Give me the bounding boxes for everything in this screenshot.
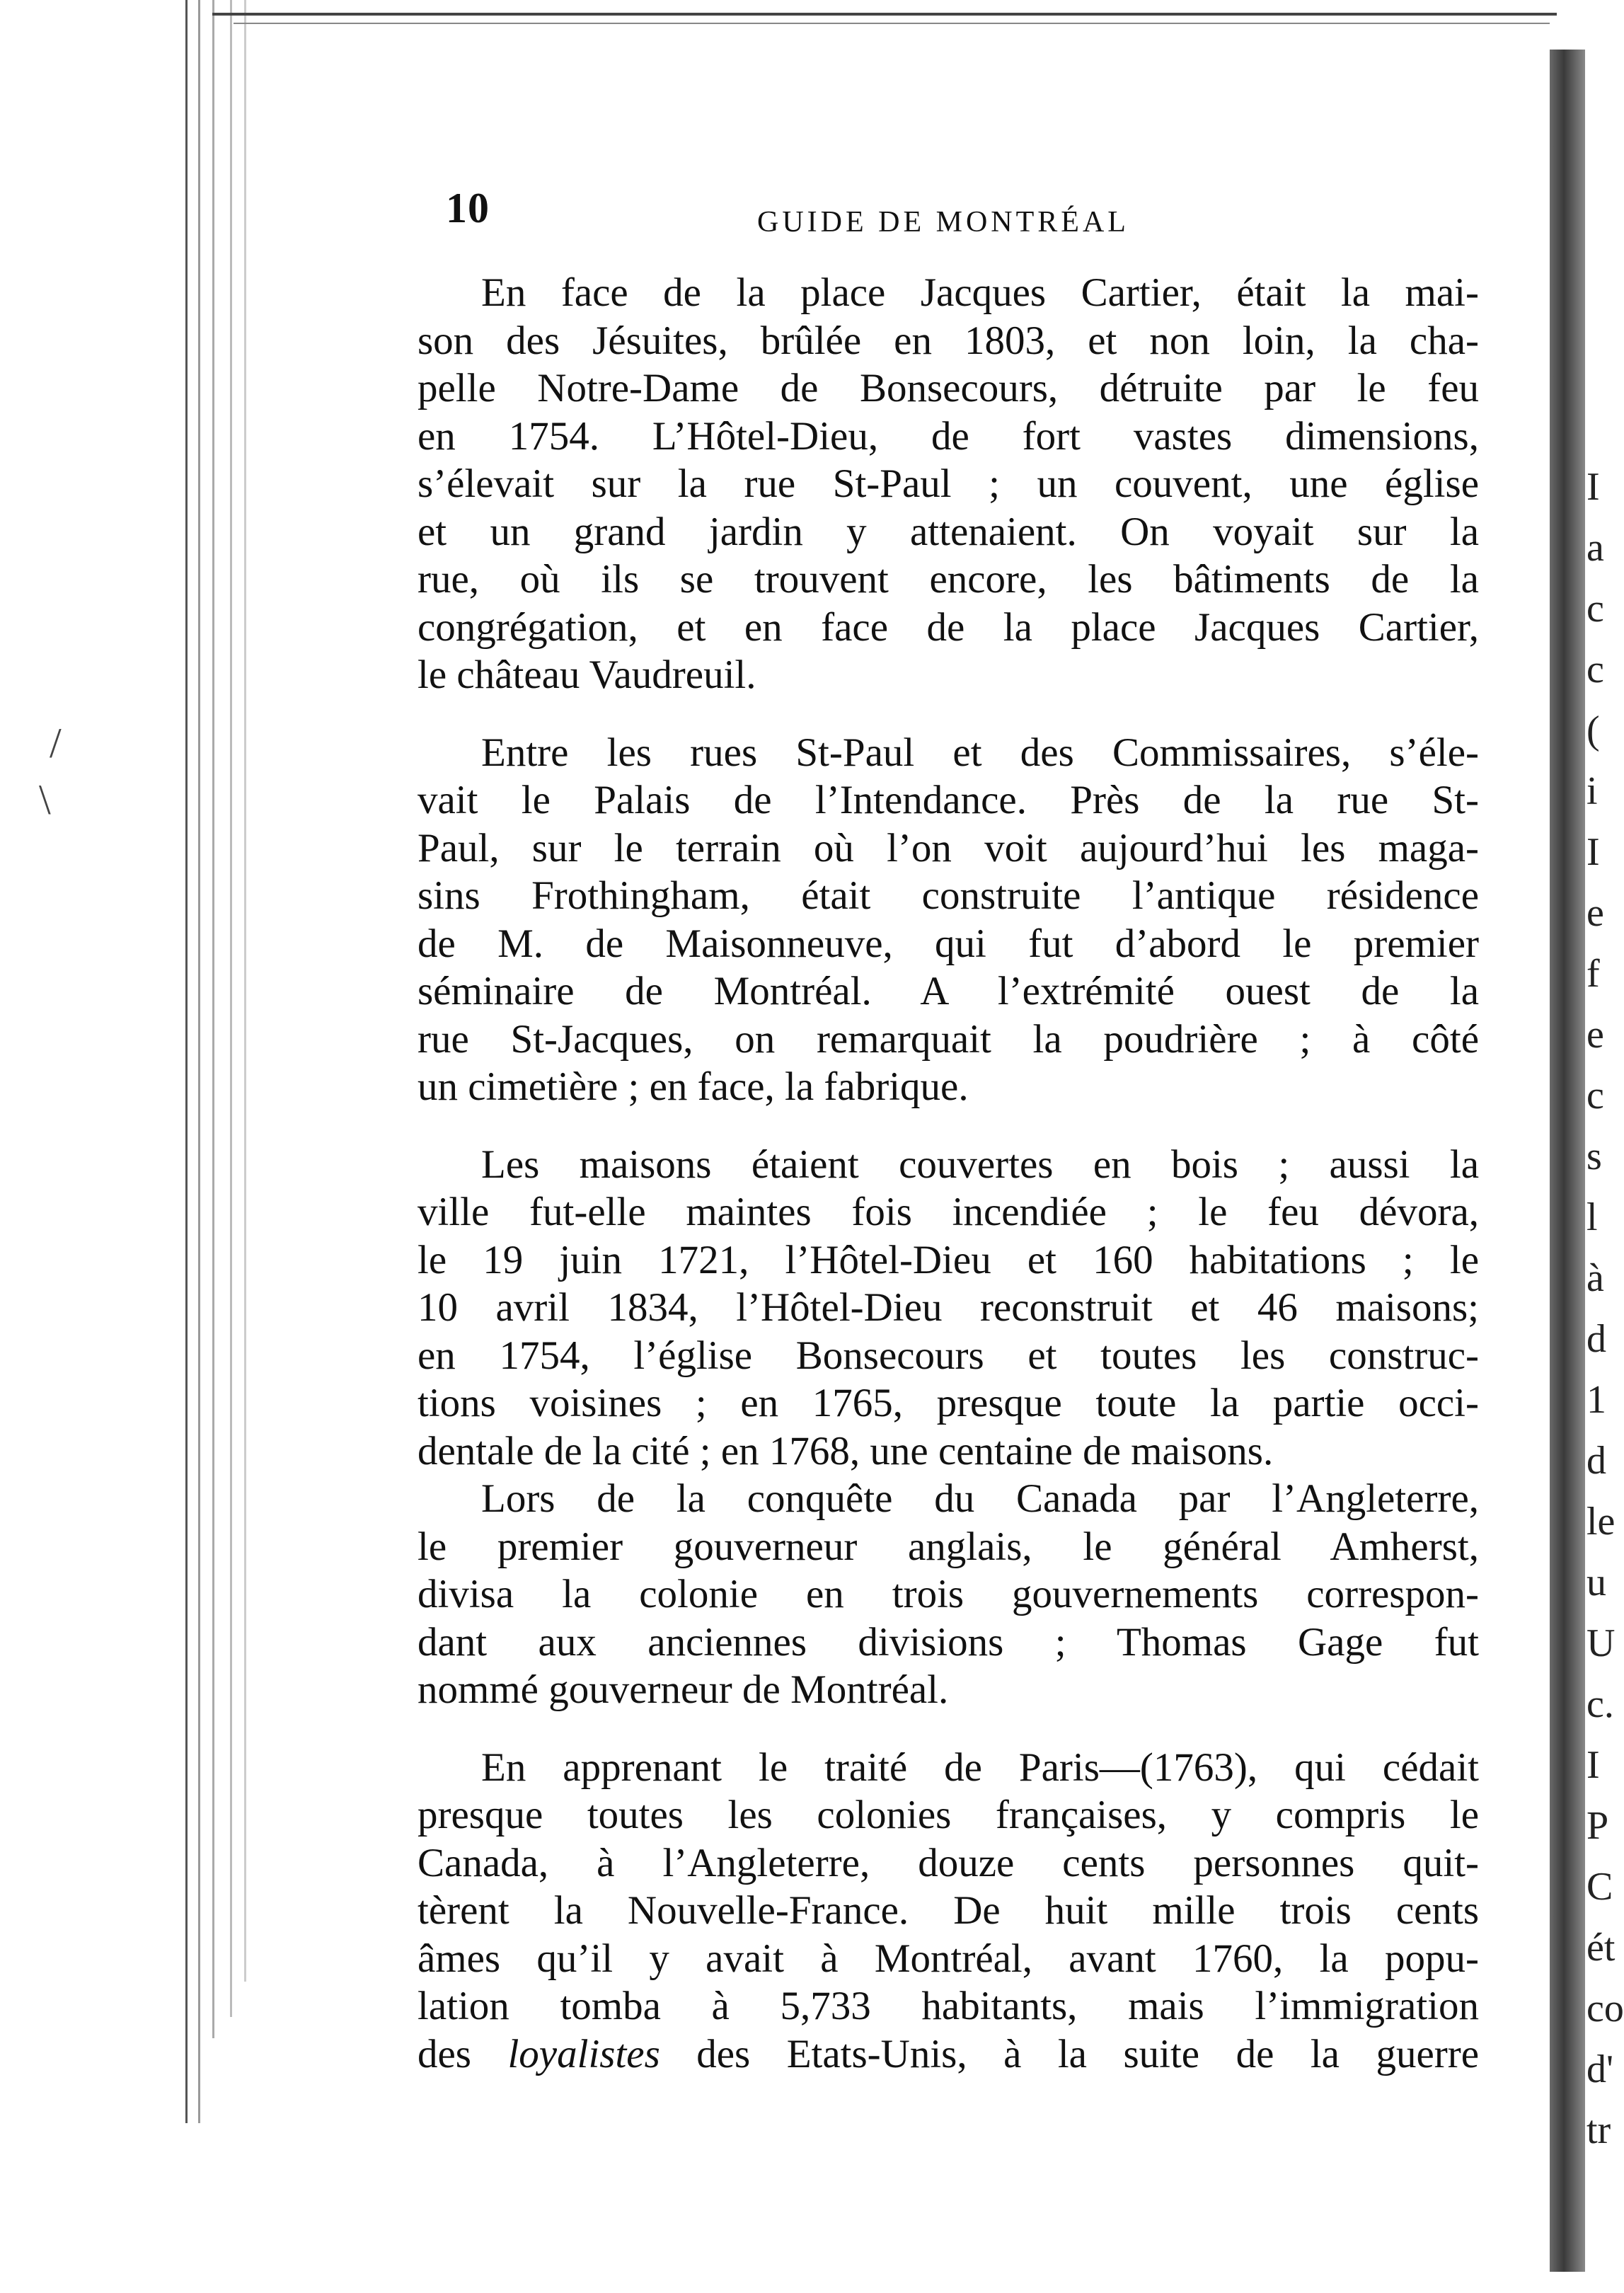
text-line: son des Jésuites, brûlée en 1803, et non loin, la cha- — [417, 318, 1479, 363]
text-line: en 1754, l’église Bonsecours et toutes les construc- — [417, 1333, 1479, 1378]
next-page-fragment: a — [1586, 526, 1604, 570]
paragraph — [417, 729, 1479, 1111]
next-page-fragment: ( — [1586, 708, 1600, 752]
text-line: Entre les rues St-Paul et des Commissaires, s’éle- — [481, 730, 1479, 775]
next-page-fragment: I — [1586, 465, 1600, 509]
text-line — [417, 2030, 1479, 2079]
next-page-fragment: ét — [1586, 1926, 1616, 1970]
text-line: le château Vaudreuil. — [417, 653, 756, 697]
book-edge-line — [244, 0, 246, 1982]
next-page-fragment: e — [1586, 1013, 1604, 1057]
text-line: le 19 juin 1721, l’Hôtel-Dieu et 160 habitations ; le — [417, 1237, 1479, 1282]
next-page-fragment: c — [1586, 648, 1604, 691]
text-fragment: des Etats-Unis, à la suite de la guerre — [660, 2031, 1480, 2076]
next-page-fragment: f — [1586, 952, 1600, 996]
next-page-fragment: c. — [1586, 1682, 1614, 1726]
next-page-fragment: U — [1586, 1621, 1616, 1665]
text-fragment: des — [417, 2031, 508, 2076]
text-line: rue St-Jacques, on remarquait la poudrière ; à côté — [417, 1016, 1479, 1062]
text-line: 10 avril 1834, l’Hôtel-Dieu reconstruit et 46 maisons; — [417, 1285, 1479, 1330]
text-line: dant aux anciennes divisions ; Thomas Gage fut — [417, 1619, 1479, 1665]
text-line: le premier gouverneur anglais, le général Amherst, — [417, 1524, 1479, 1569]
next-page-fragment: c — [1586, 587, 1604, 631]
next-page-fragment: e — [1586, 891, 1604, 935]
next-page-fragment: d — [1586, 1439, 1606, 1483]
next-page-edge — [1585, 0, 1624, 2293]
next-page-fragment: I — [1586, 830, 1600, 874]
book-edge-line — [212, 0, 214, 2038]
next-page-fragment: i — [1586, 769, 1598, 813]
text-line: un cimetière ; en face, la fabrique. — [417, 1064, 969, 1109]
book-edge-line — [185, 0, 188, 2123]
next-page-fragment: c — [1586, 1074, 1604, 1117]
text-line: vait le Palais de l’Intendance. Près de la rue St- — [417, 778, 1479, 822]
text-line: nommé gouverneur de Montréal. — [417, 1667, 949, 1712]
text-line: En apprenant le traité de Paris—(1763), qui cédait — [481, 1745, 1479, 1790]
paragraph — [417, 1475, 1479, 1714]
next-page-fragment: 1 — [1586, 1378, 1606, 1422]
paragraph — [417, 269, 1479, 699]
body-text — [417, 269, 1479, 2078]
text-line: séminaire de Montréal. A l’extrémité ouest de la — [417, 969, 1479, 1013]
text-line: sins Frothingham, était construite l’antique résidence — [417, 873, 1479, 918]
text-line: Canada, à l’Angleterre, douze cents personnes quit- — [417, 1840, 1479, 1885]
text-line: et un grand jardin y attenaient. On voyait sur la — [417, 509, 1479, 554]
gutter-shadow — [1550, 50, 1585, 2272]
text-line: rue, où ils se trouvent encore, les bâtiments de la — [417, 557, 1479, 602]
margin-mark: / — [50, 720, 62, 766]
next-page-fragment: l — [1586, 1195, 1598, 1239]
next-page-fragment: s — [1586, 1134, 1602, 1178]
text-line: presque toutes les colonies françaises, y compris le — [417, 1793, 1479, 1837]
text-line: En face de la place Jacques Cartier, était la mai- — [481, 270, 1479, 315]
margin-mark: \ — [39, 776, 51, 823]
text-line: Lors de la conquête du Canada par l’Angleterre, — [481, 1476, 1479, 1521]
paragraph — [417, 1141, 1479, 1476]
text-line: Paul, sur le terrain où l’on voit aujourd’hui les maga- — [417, 825, 1479, 870]
next-page-fragment: I — [1586, 1743, 1600, 1787]
text-line: de M. de Maisonneuve, qui fut d’abord le premier — [417, 921, 1479, 966]
top-rule — [212, 13, 1557, 16]
text-line: congrégation, et en face de la place Jacques Cartier, — [417, 604, 1479, 650]
text-line: divisa la colonie en trois gouvernements correspon- — [417, 1572, 1479, 1616]
text-line: Les maisons étaient couvertes en bois ; aussi la — [481, 1142, 1479, 1187]
top-rule — [234, 23, 1550, 24]
next-page-fragment: tr — [1586, 2108, 1611, 2152]
text-line: tèrent la Nouvelle-France. De huit mille trois cents — [417, 1888, 1479, 1933]
next-page-fragment: le — [1586, 1500, 1616, 1544]
next-page-fragment: d' — [1586, 2047, 1614, 2091]
text-line: dentale de la cité ; en 1768, une centaine de maisons. — [417, 1428, 1274, 1473]
next-page-fragment: P — [1586, 1804, 1609, 1848]
text-line: ville fut-elle maintes fois incendiée ; le feu dévora, — [417, 1190, 1479, 1234]
text-line: pelle Notre-Dame de Bonsecours, détruite par le feu — [417, 366, 1479, 410]
text-line: âmes qu’il y avait à Montréal, avant 1760, la popu- — [417, 1936, 1479, 1981]
italic-word: loyalistes — [507, 2031, 660, 2076]
paragraph — [417, 1744, 1479, 2079]
running-head: GUIDE DE MONTRÉAL — [757, 206, 1129, 239]
next-page-fragment: C — [1586, 1865, 1613, 1909]
next-page-fragment: à — [1586, 1256, 1604, 1300]
page-number: 10 — [446, 185, 490, 231]
text-line: s’élevait sur la rue St-Paul ; un couvent, une église — [417, 461, 1479, 506]
book-edge-line — [198, 0, 200, 2123]
text-line: lation tomba à 5,733 habitants, mais l’immigration — [417, 1984, 1479, 2028]
text-line: tions voisines ; en 1765, presque toute la partie occi- — [417, 1381, 1479, 1425]
next-page-fragment: d — [1586, 1317, 1606, 1361]
next-page-fragment: co — [1586, 1987, 1624, 2030]
text-line: en 1754. L’Hôtel-Dieu, de fort vastes dimensions, — [417, 413, 1479, 459]
book-edge-line — [230, 0, 232, 2017]
next-page-fragment: u — [1586, 1561, 1606, 1604]
